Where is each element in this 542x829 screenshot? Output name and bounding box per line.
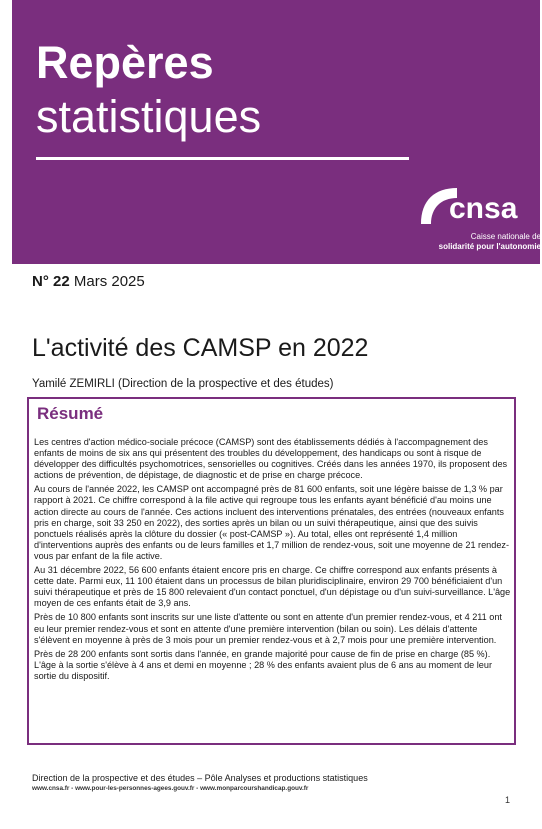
issue-date: Mars 2025 bbox=[73, 273, 145, 290]
series-title-line2: statistiques bbox=[36, 91, 262, 142]
logo-subtitle bbox=[427, 232, 541, 252]
summary-paragraph: Les centres d'action médico-sociale précoce (CAMSP) sont des établissements dédiés à l'accompagnement des enfants de moins de six ans qui présentent des troubles du développement, des handicaps ou sont à risque de développer des difficultés psychomotrices, sensorielles ou cognitives. Créés dans les années 1970, ils proposent des actions de prévention, de dépistage, de diagnostic et de prise en charge précoce. bbox=[34, 437, 508, 481]
document-title: L'activité des CAMSP en 2022 bbox=[32, 334, 369, 362]
author-line: Yamilé ZEMIRLI (Direction de la prospective et des études) bbox=[32, 378, 334, 390]
publication-series-title bbox=[36, 36, 261, 144]
summary-paragraph: Au cours de l'année 2022, les CAMSP ont accompagné près de 81 600 enfants, soit une légère baisse de 1,3 % par rapport à 2021. Ce chiffre correspond à la file active qui regroupe tous les enfants ayant bénéficié d'au moins une action directe au cours de l'année. Ces actions incluent des interventions prénatales, des entrées (nouveaux enfants pris en charge, soit 33 250 en 2022), des sorties après un bilan ou un suivi thérapeutique, ainsi que des suivis ponctuels réalisés après la clôture du dossier (« post-CAMSP »). Au total, elles ont représenté 1,4 million d'interventions auprès des enfants ou de leurs familles et 1,7 million de rendez-vous, soit une moyenne de 21 rendez-vous par enfant de la file active. bbox=[34, 484, 509, 561]
banner-divider bbox=[36, 157, 409, 160]
summary-paragraph: Près de 10 800 enfants sont inscrits sur une liste d'attente ou sont en attente d'un premier rendez-vous, et 4 211 ont eu leur premier rendez-vous et sont en attente d'une première intervention (bilan ou soin). Les délais d'attente s'élèvent en moyenne à près de 3 mois pour un premier rendez-vous et à 2,7 mois pour une première intervention. bbox=[34, 612, 502, 645]
logo-wordmark: cnsa bbox=[449, 192, 518, 225]
summary-paragraph: Près de 28 200 enfants sont sortis dans l'année, en grande majorité pour cause de fin de prise en charge (85 %). L'âge à la sortie s'élève à 4 ans et demi en moyenne ; 28 % des enfants avaient plus de 6 ans au moment de leur sortie du dispositif. bbox=[34, 648, 492, 681]
issue-prefix: N° bbox=[32, 273, 49, 290]
logo-subtitle-line1: Caisse nationale de bbox=[470, 232, 541, 241]
footer-links[interactable]: www.cnsa.fr - www.pour-les-personnes-agees.gouv.fr - www.monparcourshandicap.gouv.fr bbox=[32, 785, 309, 792]
summary-body bbox=[34, 437, 512, 685]
summary-heading: Résumé bbox=[37, 404, 104, 423]
issue-info bbox=[32, 273, 145, 290]
summary-box bbox=[27, 397, 516, 745]
series-title-line1: Repères bbox=[36, 37, 214, 88]
page-number: 1 bbox=[505, 795, 511, 805]
header-banner bbox=[12, 0, 540, 264]
summary-paragraph: Au 31 décembre 2022, 56 600 enfants étaient encore pris en charge. Ce chiffre correspond aux enfants présents à cette date. Parmi eux, 11 100 étaient dans un processus de bilan pluridisciplinaire, environ 29 700 bénéficiaient d'un suivi thérapeutique et près de 15 800 relevaient d'un contact ponctuel, d'un dépistage ou d'un suivi-surveillance. L'âge moyen de ces enfants était de 3,9 ans. bbox=[34, 565, 511, 609]
logo-subtitle-line2: solidarité pour l'autonomie bbox=[438, 242, 541, 251]
issue-number: 22 bbox=[53, 273, 70, 290]
footer-department: Direction de la prospective et des études – Pôle Analyses et productions statistiques bbox=[32, 773, 368, 783]
cnsa-logo bbox=[417, 184, 539, 260]
